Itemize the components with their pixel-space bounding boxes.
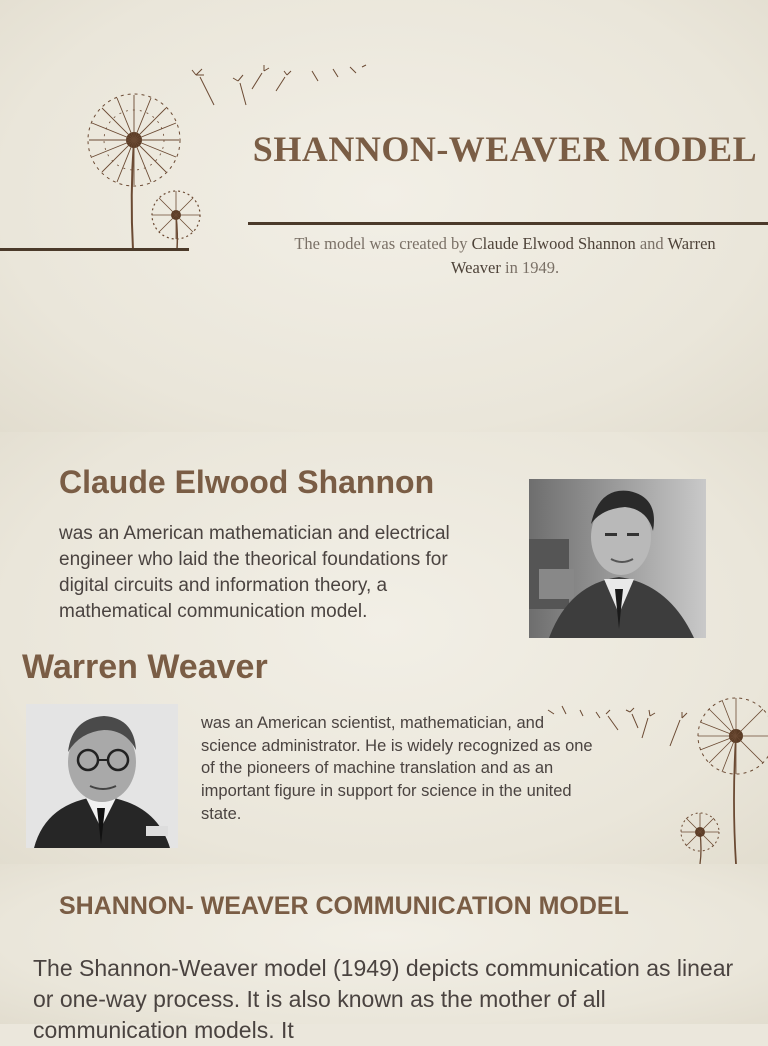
- warren-description: was an American scientist, mathematician, and science administrator. He is widely recognized as one of the pioneers of machine translation and as an important figure in support for science in the united state.: [201, 714, 593, 823]
- subtitle-text: and: [635, 234, 668, 253]
- communication-model-heading: SHANNON- WEAVER COMMUNICATION MODEL: [59, 892, 629, 920]
- subtitle-text: The model was created by: [294, 234, 472, 253]
- subtitle-name-weaver: Warren Weaver: [450, 234, 716, 277]
- claude-shannon-photo: [529, 479, 706, 638]
- slide-title: SHANNON-WEAVER MODEL: [252, 129, 758, 169]
- title-slide: [0, 0, 768, 432]
- claude-heading: Claude Elwood Shannon: [59, 464, 435, 500]
- dandelion-illustration-small: [540, 700, 768, 864]
- subtitle-name-shannon: Claude Elwood Shannon: [471, 234, 636, 253]
- model-slide: [0, 864, 768, 1043]
- subtitle-text: in 1949.: [500, 258, 560, 277]
- warren-weaver-photo: [26, 704, 178, 848]
- warren-heading: Warren Weaver: [22, 648, 268, 686]
- communication-model-text: The Shannon-Weaver model (1949) depicts communication as linear or one-way process. It is also known as the mother of all communication models. It: [33, 955, 734, 1043]
- claude-description: was an American mathematician and electrical engineer who laid the theorical foundations for digital circuits and information theory, a mathematical communication model.: [59, 523, 450, 622]
- divider-left: [0, 248, 189, 251]
- divider-right: [248, 222, 768, 225]
- biography-slide: [0, 432, 768, 864]
- slide-subtitle: [270, 232, 740, 280]
